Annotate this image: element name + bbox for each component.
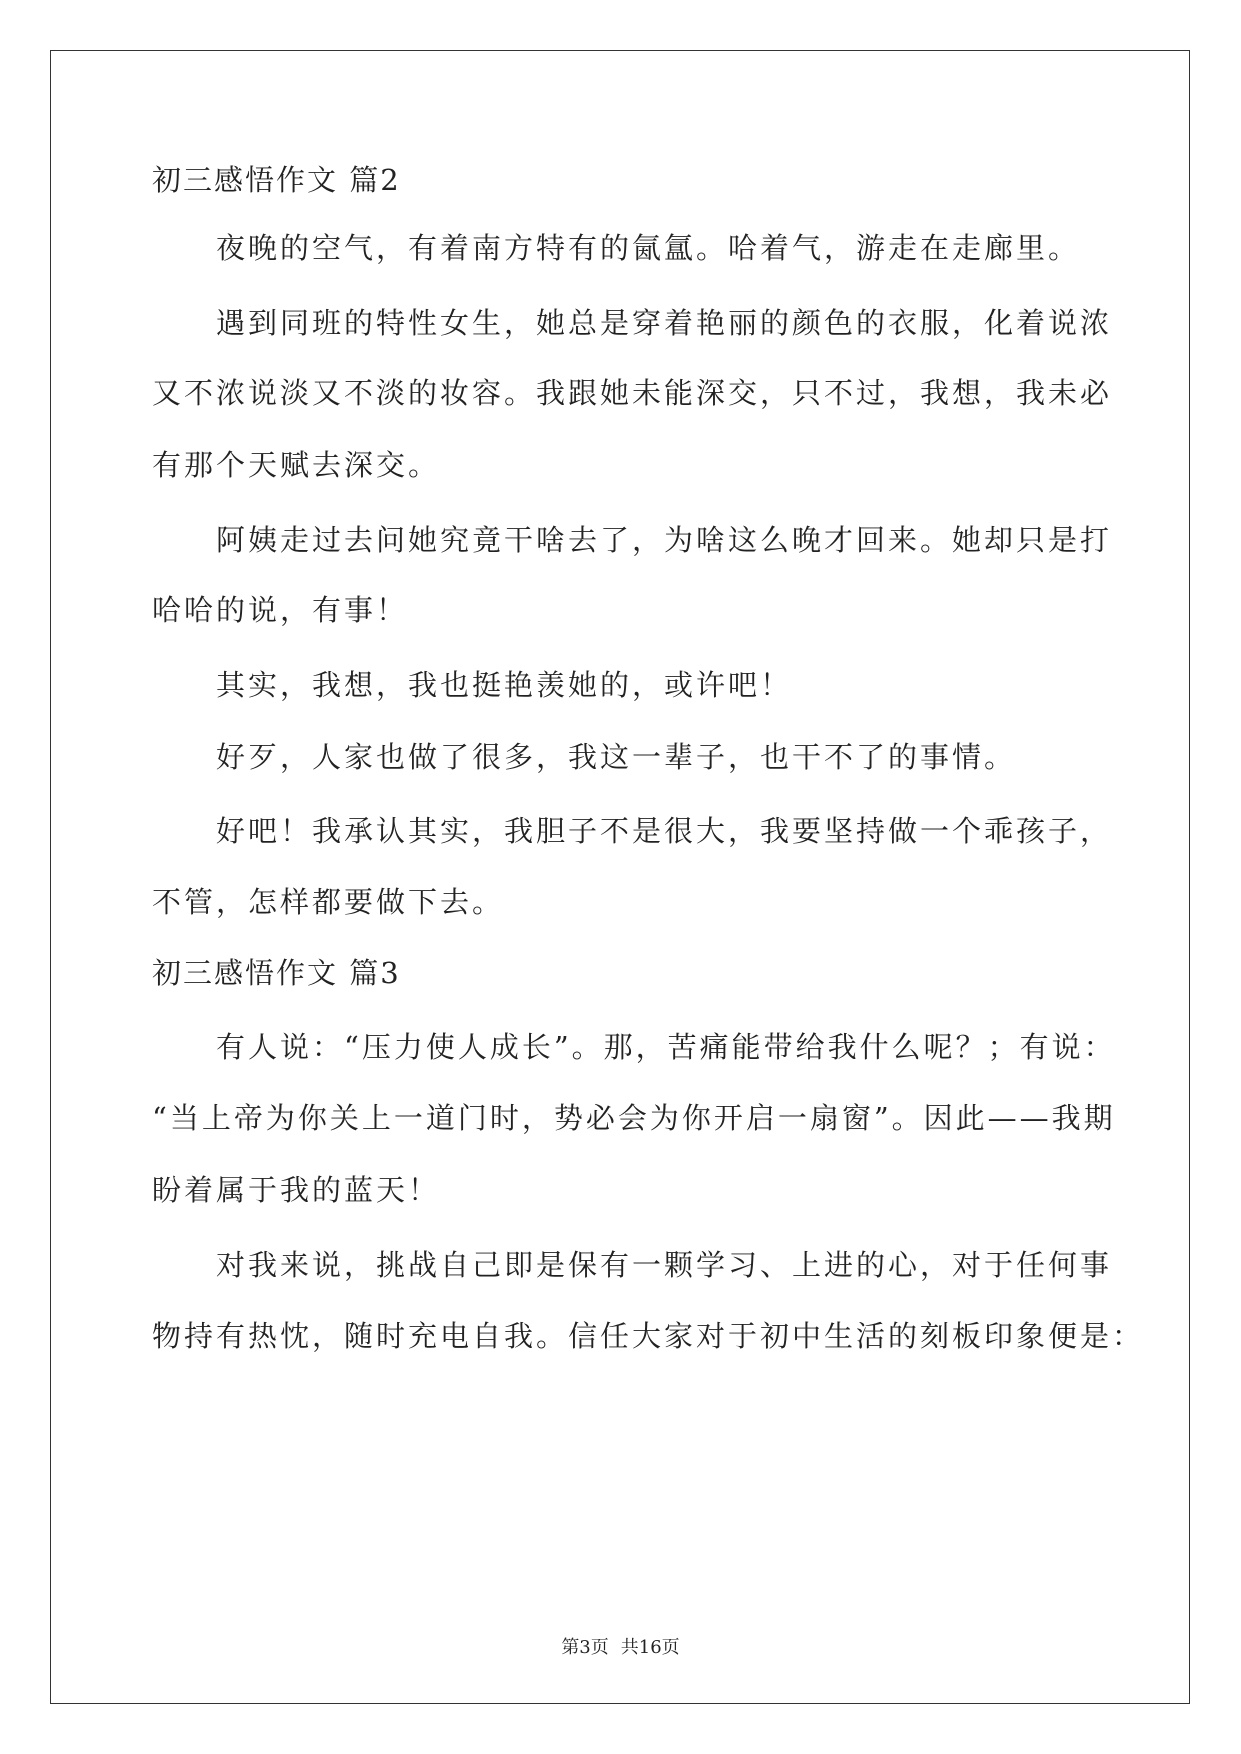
paragraph-line: 对我来说，挑战自己即是保有一颗学习、上进的心，对于任何事 <box>216 1248 1113 1282</box>
paragraph-line: 好吧！我承认其实，我胆子不是很大，我要坚持做一个乖孩子， <box>216 814 1113 848</box>
section-heading-3: 初三感悟作文 篇3 <box>152 956 401 990</box>
paragraph-line: 不管，怎样都要做下去。 <box>152 885 505 919</box>
paragraph-line: 盼着属于我的蓝天！ <box>152 1173 441 1207</box>
paragraph-line: 夜晚的空气，有着南方特有的氤氲。哈着气，游走在走廊里。 <box>216 231 1081 265</box>
paragraph-line: 有那个天赋去深交。 <box>152 448 441 482</box>
page-footer <box>0 1636 1241 1660</box>
paragraph-line: 其实，我想，我也挺艳羡她的，或许吧！ <box>216 668 793 702</box>
paragraph-line: 又不浓说淡又不淡的妆容。我跟她未能深交，只不过，我想，我未必 <box>152 376 1113 410</box>
paragraph-line: 物持有热忱，随时充电自我。信任大家对于初中生活的刻板印象便是： <box>152 1319 1145 1353</box>
paragraph-line: 有人说：“压力使人成长”。那，苦痛能带给我什么呢？；有说： <box>216 1030 1116 1064</box>
section-heading-2: 初三感悟作文 篇2 <box>152 163 401 197</box>
page-frame <box>50 50 1190 1704</box>
page-number: 第3页 <box>561 1637 609 1658</box>
paragraph-line: 遇到同班的特性女生，她总是穿着艳丽的颜色的衣服，化着说浓 <box>216 306 1113 340</box>
paragraph-line: 哈哈的说，有事！ <box>152 593 409 627</box>
paragraph-line: 阿姨走过去问她究竟干啥去了，为啥这么晚才回来。她却只是打 <box>216 523 1113 557</box>
page-total: 共16页 <box>620 1637 680 1658</box>
paragraph-line: 好歹，人家也做了很多，我这一辈子，也干不了的事情。 <box>216 740 1017 774</box>
paragraph-line: “当上帝为你关上一道门时，势必会为你开启一扇窗”。因此——我期 <box>152 1101 1116 1135</box>
